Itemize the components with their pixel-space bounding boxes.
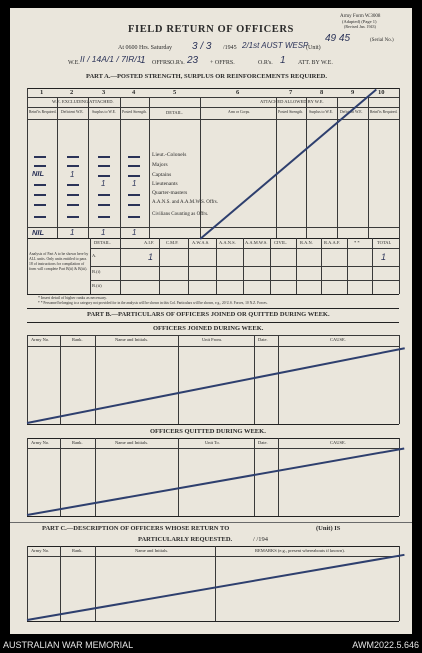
footnote-other-personnel: * * Personnel belonging to a category not provided for in the analysis will be shown in this Col. Particulars will be shown, e.g., 20 U.S. Forces, 10 N.Z. Forces.	[38, 301, 268, 305]
return-date: 3 / 3	[192, 41, 212, 52]
analysis-head-other: * *	[354, 240, 360, 245]
ors2-label: O.R's.	[258, 60, 273, 66]
joined-title: OFFICERS JOINED DURING WEEK.	[153, 325, 264, 332]
quitted-col-name: Name and Initials.	[115, 440, 149, 445]
form-reference: Army Form W.3008	[340, 14, 381, 19]
analysis-head-raaf: R.A.A.F.	[324, 240, 341, 245]
document-sheet	[10, 8, 412, 634]
rank-quarter-masters: Quarter-masters	[152, 190, 188, 196]
part-c-unit-is: (Unit) IS	[316, 525, 341, 532]
part-b-title: PART B.—PARTICULARS OF OFFICERS JOINED OR QUITTED DURING WEEK.	[87, 311, 330, 318]
analysis-row-bi: B.(i)	[92, 269, 101, 274]
part-c-col-name: Name and Initials.	[135, 548, 169, 553]
rank-civilians: Civilians Counting as Offrs.	[152, 212, 209, 217]
part-c-col-rank: Rank.	[72, 548, 83, 553]
head-arm-corps: Arm or Corps.	[228, 110, 251, 114]
att-label: ATT. BY W.E.	[298, 60, 333, 66]
analysis-total-value: 1	[381, 252, 387, 262]
analysis-head-ran: R.A.N.	[300, 240, 313, 245]
analysis-head-detail: DETAIL.	[94, 240, 112, 245]
ors2-count: 1	[280, 55, 286, 66]
plus-offrs-label: + OFFRS.	[210, 60, 235, 66]
col-number-6: 6	[236, 89, 240, 96]
form-revised: (Revised Jan. 1943)	[344, 24, 376, 29]
nil-total: NIL	[32, 228, 45, 237]
head-deficient-right: Deficient W.E.	[340, 110, 363, 114]
rank-aans-aamws: A.A.N.S. and A.A.M.W.S. Offrs.	[152, 200, 218, 205]
joined-col-rank: Rank.	[72, 337, 83, 342]
rank-captains: Captains	[152, 172, 172, 178]
offrs-label: OFFRS.	[152, 60, 172, 66]
unit-label: (Unit)	[306, 45, 321, 51]
analysis-head-aans: A.A.N.S.	[219, 240, 236, 245]
head-posted-left: Posted Strength.	[122, 110, 147, 114]
head-deficient-left: Deficient W.E.	[61, 110, 84, 114]
analysis-note: Analysis of Part A to be shown here by ALL units. Only units entitled to para. 18 of instructions for compilation of form will complete Part B(ii) & B(iii).	[29, 252, 89, 271]
analysis-head-cmf: C.M.F.	[166, 240, 179, 245]
rank-lieutenants: Lieutenants	[152, 181, 178, 187]
ors-label: O.R's.	[170, 60, 185, 66]
footnote-insert-detail: * Insert detail of higher ranks as necessary.	[38, 295, 107, 300]
analysis-row-a: A.	[92, 253, 97, 258]
serial-number: 49 45	[325, 33, 351, 44]
unit-name: 2/1st AUST WESP	[242, 41, 309, 50]
analysis-head-civil: CIVIL.	[274, 240, 288, 245]
analysis-aif-value: 1	[148, 252, 154, 262]
at-hours-label: At 0600 Hrs. Saturday	[118, 45, 172, 51]
serial-label: (Serial No.)	[370, 38, 394, 43]
col-number-7: 7	[289, 89, 293, 96]
captains-deficient: 1	[70, 170, 75, 179]
form-title: FIELD RETURN OF OFFICERS	[128, 24, 294, 35]
we-excluding-header: W.E. EXCLUDING ATTACHED.	[52, 99, 114, 104]
lieutenants-surplus: 1	[101, 179, 106, 188]
joined-col-cause: CAUSE.	[330, 337, 346, 342]
form-adapted: (Adapted) (Page 1)	[342, 19, 377, 24]
head-reinf-required-right: Reinf'ts Required.	[370, 110, 398, 114]
quitted-col-cause: CAUSE.	[330, 440, 346, 445]
year-label: /1945	[223, 45, 237, 51]
part-c-date: / /194	[253, 536, 268, 543]
head-surplus-right: Surplus to W.E.	[309, 110, 333, 114]
head-surplus-left: Surplus to W.E.	[92, 110, 116, 114]
part-c-col-remarks: REMARKS (e.g., present whereabouts if known).	[255, 548, 345, 553]
joined-col-name: Name and Initials.	[115, 337, 149, 342]
col-number-2: 2	[70, 89, 74, 96]
we-label: W.E.	[68, 60, 80, 66]
rank-majors: Majors	[152, 162, 168, 168]
part-a-title: PART A.—POSTED STRENGTH, SURPLUS OR REINFORCEMENTS REQUIRED.	[86, 73, 327, 80]
analysis-head-awas: A.W.A.S.	[192, 240, 210, 245]
col-number-10: 10	[378, 89, 385, 96]
archive-footer	[0, 638, 422, 653]
part-c-col-army-no: Army No.	[31, 548, 50, 553]
col-number-5: 5	[173, 89, 177, 96]
col-number-4: 4	[132, 89, 136, 96]
nil-captains: NIL	[32, 169, 45, 178]
footer-accession-number: AWM2022.5.646	[352, 640, 419, 650]
we-number: II / 14A/1 / 7IR/1	[80, 54, 142, 64]
quitted-title: OFFICERS QUITTED DURING WEEK.	[150, 428, 266, 435]
analysis-head-aif: A.I.F.	[144, 240, 155, 245]
rank-lt-colonels: Lieut.-Colonels	[152, 152, 187, 158]
quitted-col-date: Date.	[258, 440, 268, 445]
col-number-1: 1	[40, 89, 44, 96]
head-reinf-required-left: Reinf'ts Required.	[29, 110, 57, 114]
joined-col-unit-from: Unit From.	[202, 337, 223, 342]
joined-col-date: Date.	[258, 337, 268, 342]
footer-institution: AUSTRALIAN WAR MEMORIAL	[3, 640, 134, 650]
quitted-col-rank: Rank.	[72, 440, 83, 445]
head-detail: DETAIL.	[166, 110, 184, 115]
analysis-head-total: TOTAL	[377, 240, 392, 245]
head-posted-right: Posted Strength.	[278, 110, 303, 114]
analysis-row-bii: B.(ii)	[92, 283, 102, 288]
quitted-col-army-no: Army No.	[31, 440, 50, 445]
total-deficient: 1	[70, 228, 75, 237]
col-number-3: 3	[102, 89, 106, 96]
joined-col-army-no: Army No.	[31, 337, 50, 342]
lieutenants-posted: 1	[132, 179, 137, 188]
quitted-col-unit-to: Unit To.	[205, 440, 220, 445]
offrs-count: 1	[140, 55, 146, 66]
analysis-head-aamws: A.A.M.W.S.	[245, 240, 268, 245]
ors-count: 23	[187, 55, 199, 66]
cancel-diagonal-joined	[27, 347, 405, 423]
total-surplus: 1	[101, 228, 106, 237]
attached-header: ATTACHED ALLOWED BY W.E.	[260, 99, 324, 104]
col-number-9: 9	[351, 89, 355, 96]
cancel-diagonal-quitted	[27, 448, 404, 516]
part-c-requested: PARTICULARLY REQUESTED.	[138, 536, 233, 543]
col-number-8: 8	[320, 89, 324, 96]
part-c-title: PART C.—DESCRIPTION OF OFFICERS WHOSE RETURN TO	[42, 525, 230, 532]
total-posted: 1	[132, 228, 137, 237]
